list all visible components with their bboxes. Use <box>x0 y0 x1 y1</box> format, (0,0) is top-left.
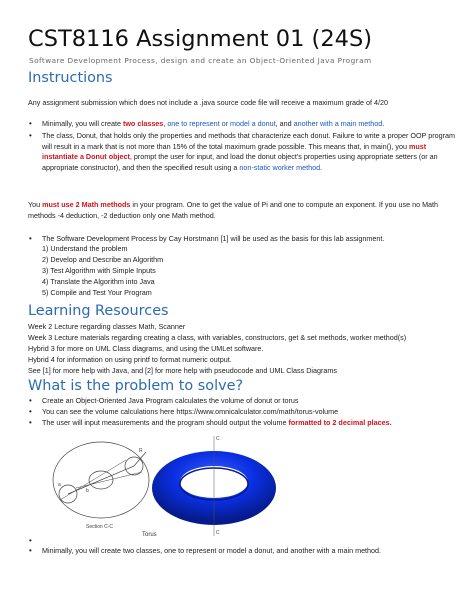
resource-line: Week 2 Lecture regarding classes Math, Scanner <box>28 322 186 331</box>
learning-resources-heading: Learning Resources <box>28 303 169 319</box>
figure-label-b: b <box>86 488 89 494</box>
figure-torus-label: Torus <box>142 532 157 538</box>
problem-bullet-create: Create an Object-Oriented Java Program calculates the volume of donut or torus <box>42 396 299 405</box>
step-item: 5) Compile and Test Your Program <box>42 288 152 297</box>
problem-heading: What is the problem to solve? <box>28 378 244 394</box>
section-cc-diagram <box>53 442 149 518</box>
instructions-intro: Any assignment submission which does not include a .java source code file will receive a maximum grade of 4/20 <box>28 98 388 107</box>
problem-bullet-output: The user will input measurements and the program should output the volume formatted to 2 decimal places. <box>42 418 392 427</box>
bullet-icon: • <box>29 546 32 555</box>
resource-line: Hybrid 4 for information on using printf to format numeric output. <box>28 355 232 364</box>
document-title: CST8116 Assignment 01 (24S) <box>28 26 373 52</box>
problem-bullet-link[interactable]: You can see the volume calculations here https://www.omnicalculator.com/math/torus-volume <box>42 407 339 416</box>
document-subtitle: Software Development Process, design and create an Object-Oriented Java Program <box>29 56 372 65</box>
step-item: 3) Test Algorithm with Simple Inputs <box>42 266 156 275</box>
figure-label-r: R <box>139 448 143 454</box>
bullet-icon: • <box>29 234 32 243</box>
bullet-icon: • <box>29 418 32 427</box>
bullet-icon: • <box>29 407 32 416</box>
figure-label-c-bottom: C <box>216 530 220 536</box>
bullet-icon: • <box>29 131 32 140</box>
step-item: 4) Translate the Algorithm into Java <box>42 277 155 286</box>
resource-line: Week 3 Lecture materials regarding creating a class, with variables, constructors, get & set methods, worker method(s) <box>28 333 407 342</box>
instructions-heading: Instructions <box>28 70 113 86</box>
torus-shape <box>152 436 276 536</box>
bullet-icon: • <box>29 536 32 545</box>
figure-label-a: a <box>58 482 61 488</box>
math-methods-paragraph: You must use 2 Math methods in your program. One to get the value of Pi and one to compute an exponent. If you use no Math methods -4 deduction, -2 deduction only one Math method. <box>28 200 439 220</box>
step-item: 1) Understand the problem <box>42 244 128 253</box>
problem-bullet-classes: Minimally, you will create two classes, one to represent or model a donut, and another with a main method. <box>42 546 382 555</box>
figure-section-label: Section C-C <box>86 524 113 530</box>
step-item: 2) Develop and Describe an Algorithm <box>42 255 164 264</box>
bullet-icon: • <box>29 119 32 128</box>
bullet-icon: • <box>29 396 32 405</box>
figure-label-c-top: C <box>216 436 220 442</box>
resource-line: See [1] for more help with Java, and [2] for more help with pseudocode and UML Class Diagrams <box>28 366 337 375</box>
torus-figure <box>46 430 376 542</box>
instructions-bullet-process: The Software Development Process by Cay Horstmann [1] will be used as the basis for this lab assignment. <box>42 234 385 243</box>
instructions-bullet-donut: The class, Donut, that holds only the properties and methods that characterize each donut. Failure to write a proper OOP program will result in a mark that is not more than 15% of the total maximum grade possible. This means that, in main(), you must instantiate a Donut object, prompt the user for input, and load the donut object's properties using appropriate setters (or an appropriate constructor), and then the specified result using a non-static worker method. <box>42 131 455 172</box>
instructions-bullet-classes: Minimally, you will create two classes, one to represent or model a donut, and another with a main method. <box>42 119 385 128</box>
resource-line: Hybrid 3 for more on UML Class diagrams, and using the UMLet software. <box>28 344 264 353</box>
